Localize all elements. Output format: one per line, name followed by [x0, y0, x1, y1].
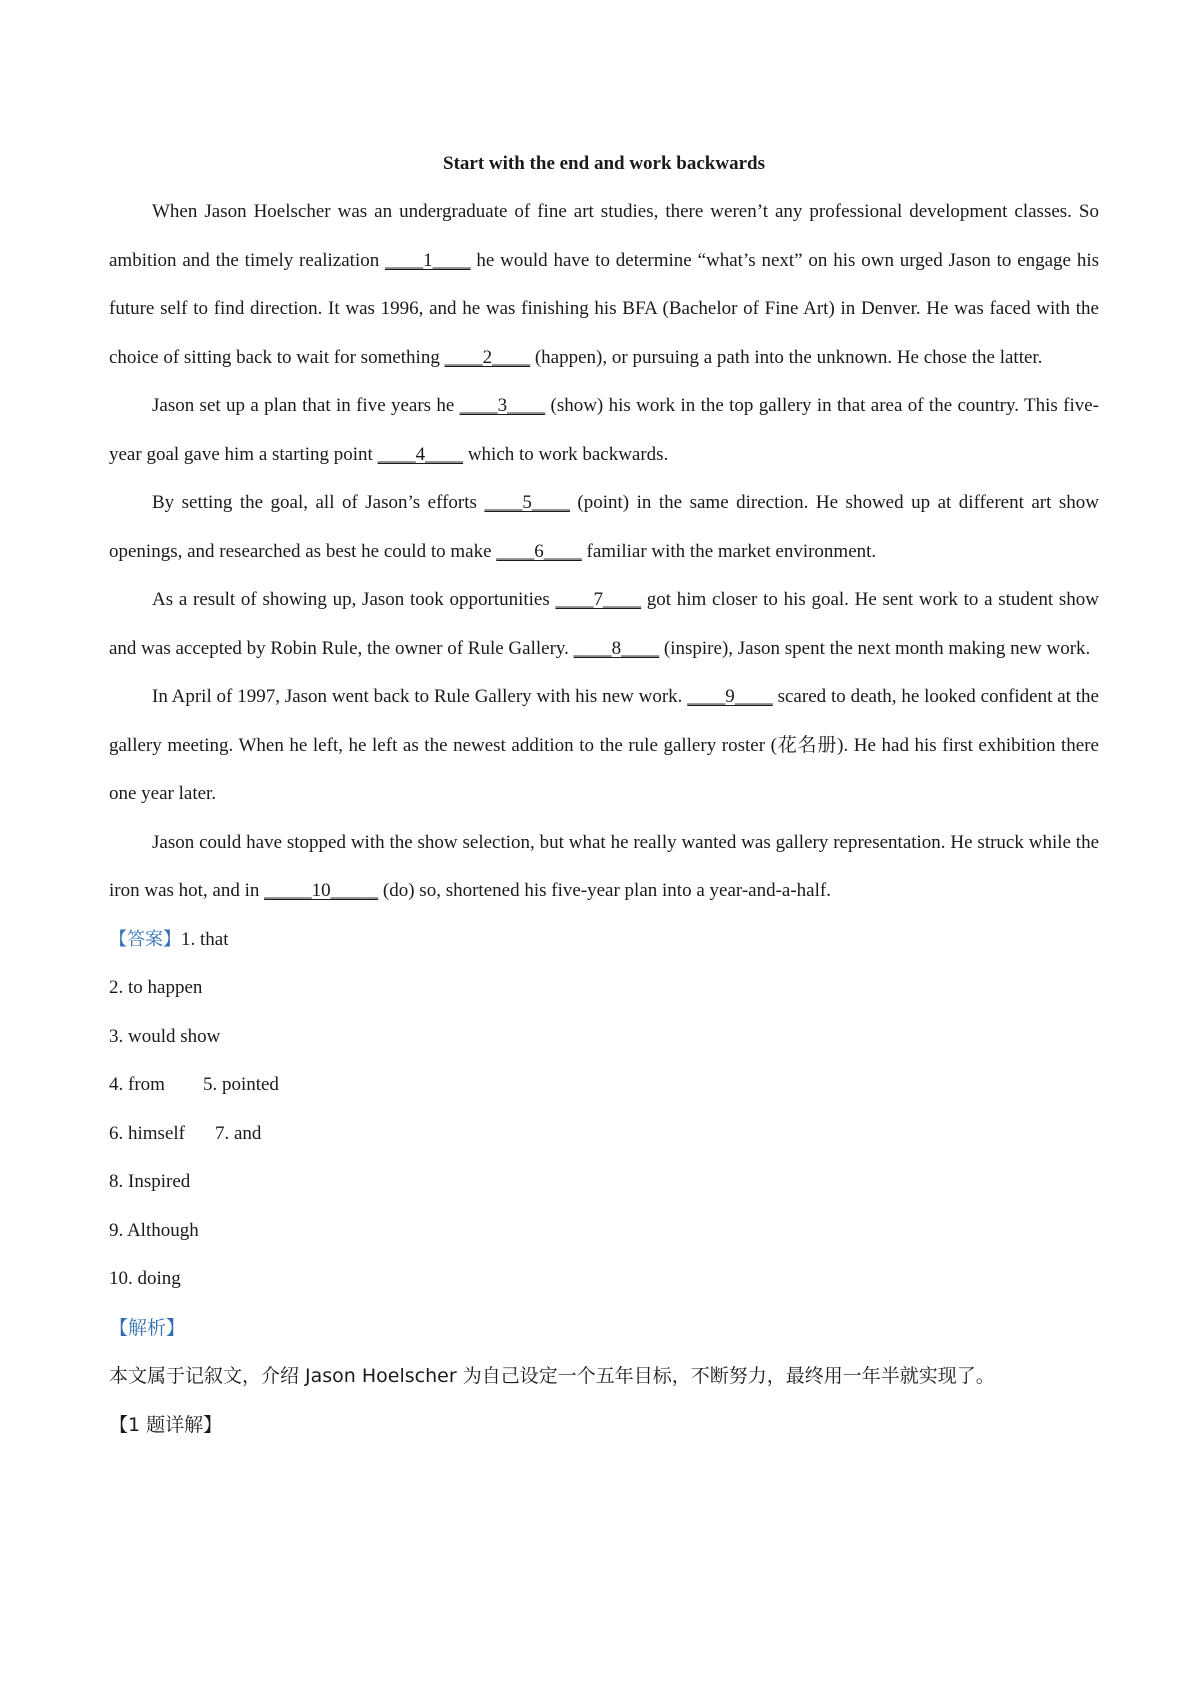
blank-3: ____3____	[459, 395, 546, 416]
answer-4: 4. from	[109, 1074, 165, 1095]
paragraph-text: (inspire), Jason spent the next month making new work.	[659, 637, 1091, 659]
paragraph-3	[109, 479, 1099, 576]
paragraph-text: which to work backwards.	[463, 443, 669, 465]
answer-6: 6. himself	[109, 1122, 185, 1144]
paragraph-text: (point) in the same direction. He showed up at different art show openings, and researched as best he could to make	[109, 492, 1099, 562]
paragraph-text: familiar with the market environment.	[581, 540, 877, 562]
answer-5: 5. pointed	[202, 1074, 279, 1095]
blank-7: ____7____	[555, 589, 641, 610]
answer-1: 1. that	[181, 928, 229, 950]
answer-line-1	[109, 916, 1099, 965]
blank-4: ____4____	[377, 443, 464, 465]
paragraph-6	[109, 819, 1099, 916]
blank-5: ____5____	[484, 492, 570, 513]
answer-2: 2. to happen	[109, 977, 203, 998]
paragraph-text: he would have to determine “what’s next” on his own urged Jason to engage his future self to find direction. It was 1996, and he was finishing his BFA (Bachelor of Fine Art) in Denver. He was faced with the choice of sitting back to wait for something	[109, 249, 1099, 368]
answer-section	[109, 916, 1099, 1304]
paragraph-text: Jason set up a plan that in five years he	[152, 395, 460, 416]
paragraph-text: scared to death, he looked confident at the gallery meeting. When he left, he left as the newest addition to the rule gallery roster (花名册). He had his first exhibition there one year later.	[109, 686, 1099, 804]
answer-8: 8. Inspired	[109, 1171, 191, 1192]
blank-10: _____10_____	[264, 880, 379, 901]
passage-title: Start with the end and work backwards	[443, 153, 765, 174]
blank-9: ____9____	[687, 686, 773, 707]
paragraph-text: In April of 1997, Jason went back to Rule Gallery with his new work.	[152, 686, 688, 707]
paragraph-text: Jason could have stopped with the show selection, but what he really wanted was gallery representation. He struck while the iron was hot, and in	[109, 831, 1099, 901]
analysis-summary: 本文属于记叙文，介绍 Jason Hoelscher 为自己设定一个五年目标，不断努力，最终用一年半就实现了。	[109, 1365, 995, 1387]
paragraph-2	[109, 382, 1099, 479]
answer-3: 3. would show	[109, 1025, 221, 1047]
blank-2: ____2____	[444, 346, 531, 368]
paragraph-text: (happen), or pursuing a path into the unknown. He chose the latter.	[530, 346, 1043, 368]
blank-6: ____6____	[496, 540, 582, 562]
analysis-section	[109, 1304, 1099, 1450]
paragraph-text: got him closer to his goal. He sent work to a student show and was accepted by Robin Rule, the owner of Rule Gallery.	[109, 589, 1099, 659]
paragraph-text: When Jason Hoelscher was an undergraduate of fine art studies, there weren’t any professional development classes. So ambition and the timely realization	[109, 201, 1099, 271]
paragraph-text: (do) so, shortened his five-year plan into a year-and-a-half.	[378, 880, 831, 901]
paragraph-text: By setting the goal, all of Jason’s efforts	[152, 492, 485, 513]
paragraph-text: As a result of showing up, Jason took opportunities	[152, 589, 556, 610]
answer-line-4-5	[109, 1061, 1099, 1110]
answer-line-6-7	[109, 1110, 1099, 1159]
paragraph-text: (show) his work in the top gallery in that area of the country. This five-year goal gave him a starting point	[109, 395, 1099, 465]
answer-7: 7. and	[215, 1122, 262, 1144]
paragraph-4	[109, 576, 1099, 673]
answer-tag: 【答案】	[109, 928, 181, 950]
answer-9: 9. Although	[109, 1219, 199, 1241]
blank-1: ____1____	[385, 249, 471, 271]
paragraph-1	[109, 188, 1099, 382]
question-1-detail-heading: 【1 题详解】	[109, 1413, 223, 1436]
blank-8: ____8____	[573, 637, 660, 659]
analysis-tag: 【解析】	[109, 1316, 186, 1339]
document-content	[109, 140, 1099, 1449]
answer-10: 10. doing	[109, 1268, 181, 1289]
paragraph-5	[109, 673, 1099, 819]
